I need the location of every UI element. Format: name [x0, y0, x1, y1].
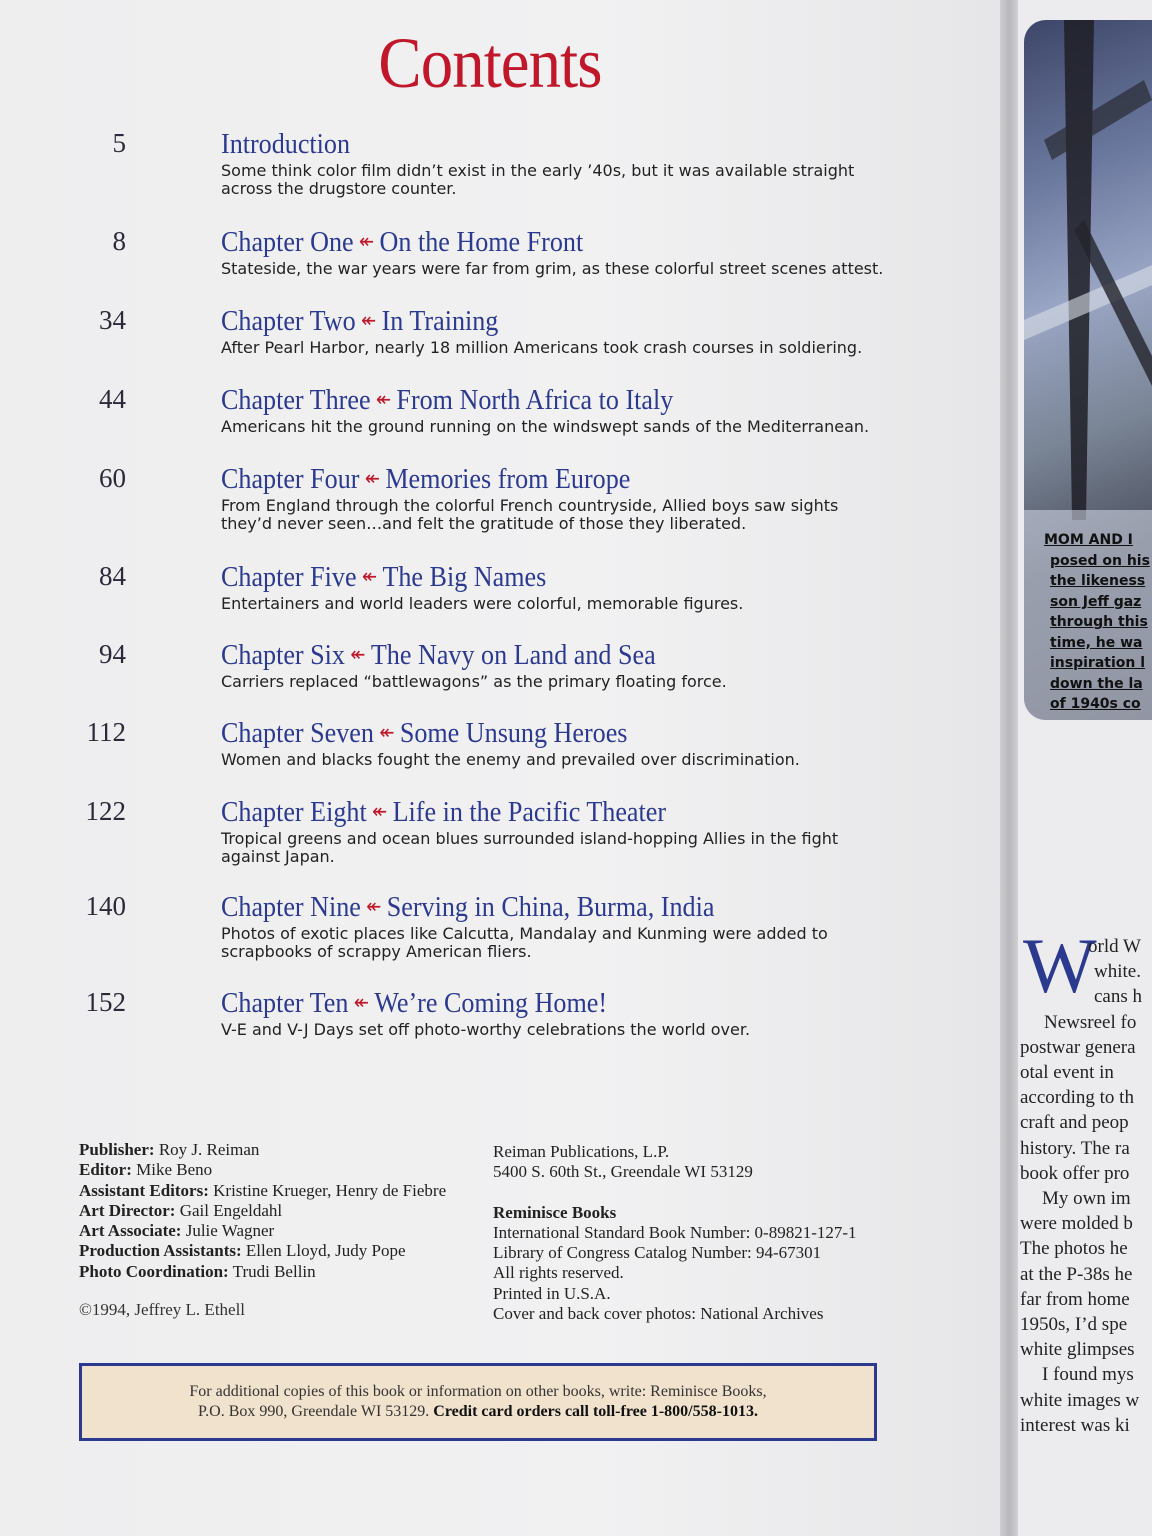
aircraft-photo [1024, 20, 1152, 720]
arrow-icon: ↞ [375, 389, 392, 411]
chapter-subtitle: The Big Names [382, 561, 547, 593]
chapter-label: Chapter Six [221, 639, 345, 671]
credit-role: Photo Coordination: [79, 1261, 229, 1281]
entry-description [221, 418, 911, 436]
credit-line [79, 1262, 446, 1282]
rights-line: All rights reserved. [493, 1263, 624, 1283]
entry-page-number: 84 [99, 561, 126, 591]
body-text-line: cans h [1094, 986, 1143, 1008]
propeller-illustration [1024, 20, 1152, 520]
cover-photo-credit: Cover and back cover photos: National Archives [493, 1304, 824, 1324]
entry-page-number: 8 [112, 226, 126, 256]
entry-page-number: 140 [85, 891, 126, 921]
entry-chapter-title [221, 128, 350, 161]
body-text-line: white glimpses [1020, 1339, 1135, 1361]
body-text-line: interest was ki [1020, 1414, 1130, 1436]
arrow-icon: ↞ [372, 801, 388, 823]
entry-chapter-title [221, 796, 666, 829]
caption-line: posed on his [1050, 552, 1150, 569]
credit-role: Editor: [79, 1160, 132, 1180]
description-line: Some think color film didn’t exist in the early ’40s, but it was available straight [221, 161, 855, 180]
entry-chapter-title [221, 561, 546, 594]
description-line: Tropical greens and ocean blues surrounded island-hopping Allies in the fight [221, 829, 839, 848]
entry-description [221, 595, 911, 613]
isbn-line: International Standard Book Number: 0-89821-127-1 [493, 1222, 857, 1242]
entry-page-number: 122 [85, 796, 126, 826]
imprint-name: Reminisce Books [493, 1202, 617, 1222]
chapter-subtitle: The Navy on Land and Sea [370, 639, 656, 671]
description-line: against Japan. [221, 847, 335, 866]
credit-line [79, 1140, 446, 1160]
chapter-subtitle: On the Home Front [379, 226, 584, 258]
chapter-label: Chapter Five [221, 561, 357, 593]
order-phone: Credit card orders call toll-free 1-800/558-1013. [433, 1403, 758, 1420]
chapter-subtitle: Memories from Europe [385, 463, 631, 495]
entry-chapter-title [221, 384, 673, 417]
staff-credits [79, 1140, 446, 1282]
credit-name: Mike Beno [136, 1160, 213, 1180]
body-text-line: Newsreel fo [1044, 1011, 1137, 1033]
chapter-label: Chapter Ten [221, 987, 349, 1019]
caption-line: through this [1050, 614, 1148, 630]
description-line: Women and blacks fought the enemy and prevailed over discrimination. [221, 750, 800, 769]
body-text-line: white images w [1020, 1389, 1140, 1411]
entry-description [221, 162, 911, 198]
body-text-line: white. [1094, 961, 1141, 983]
entry-chapter-title [221, 639, 656, 672]
entry-page-number: 34 [99, 305, 126, 335]
arrow-icon: ↞ [350, 644, 366, 666]
body-text-line: postwar genera [1020, 1036, 1136, 1058]
body-text-line: The photos he [1020, 1238, 1128, 1260]
entry-chapter-title [221, 305, 498, 338]
credit-line [79, 1160, 446, 1180]
body-text-line: orld W [1088, 936, 1141, 957]
description-line: Americans hit the ground running on the windswept sands of the Mediterranean. [221, 417, 870, 436]
arrow-icon: ↞ [361, 310, 377, 332]
entry-page-number: 44 [99, 384, 126, 414]
chapter-subtitle: From North Africa to Italy [396, 384, 674, 416]
entry-description [221, 339, 911, 357]
entry-description [221, 673, 911, 691]
entry-page-number: 152 [85, 987, 126, 1017]
caption-line: of 1940s co [1050, 696, 1141, 712]
body-text-line: craft and peop [1020, 1112, 1129, 1134]
chapter-label: Chapter Three [221, 384, 371, 416]
entry-description [221, 1021, 911, 1039]
body-text-line: according to th [1020, 1087, 1134, 1109]
arrow-icon: ↞ [379, 722, 395, 744]
publisher-address: 5400 S. 60th St., Greendale WI 53129 [493, 1162, 753, 1182]
chapter-subtitle: We’re Coming Home! [374, 987, 608, 1019]
caption-line: time, he wa [1050, 634, 1143, 651]
description-line: scrapbooks of scrappy American fliers. [221, 942, 532, 961]
order-line-2: P.O. Box 990, Greendale WI 53129. Credit card orders call toll-free 1-800/558-1013. [198, 1403, 758, 1420]
arrow-icon: ↞ [366, 896, 382, 918]
body-text-line: were molded b [1020, 1213, 1133, 1235]
credit-role: Assistant Editors: [79, 1180, 209, 1200]
entry-chapter-title [221, 717, 627, 750]
chapter-label: Chapter Nine [221, 891, 361, 923]
chapter-label: Chapter Two [221, 305, 356, 337]
publisher-info [493, 1142, 857, 1324]
printed-line: Printed in U.S.A. [493, 1283, 611, 1303]
copyright-notice: ©1994, Jeffrey L. Ethell [79, 1300, 246, 1319]
chapter-label: Chapter One [221, 226, 354, 258]
page-title: Contents [378, 23, 602, 103]
description-line: across the drugstore counter. [221, 179, 457, 198]
chapter-label: Chapter Eight [221, 796, 367, 828]
entry-chapter-title [221, 891, 714, 924]
credit-line [79, 1181, 446, 1201]
credit-role: Production Assistants: [79, 1241, 242, 1261]
entry-page-number: 5 [112, 128, 126, 158]
chapter-subtitle: Serving in China, Burma, India [386, 891, 715, 923]
caption-line: the likeness [1050, 573, 1146, 589]
entry-chapter-title [221, 463, 630, 496]
description-line: V-E and V-J Days set off photo-worthy celebrations the world over. [221, 1020, 751, 1039]
body-text-line: at the P-38s he [1020, 1263, 1133, 1285]
entry-description [221, 497, 911, 533]
credit-name: Ellen Lloyd, Judy Pope [245, 1241, 406, 1261]
description-line: Stateside, the war years were far from grim, as these colorful street scenes attest. [221, 259, 884, 278]
credit-name: Roy J. Reiman [158, 1140, 260, 1159]
description-line: Carriers replaced “battlewagons” as the primary floating force. [221, 672, 727, 691]
description-line: From England through the colorful French countryside, Allied boys saw sights [221, 496, 839, 515]
body-text-line: 1950s, I’d spe [1020, 1314, 1128, 1335]
credit-role: Art Director: [79, 1200, 176, 1220]
chapter-subtitle: In Training [381, 305, 499, 337]
chapter-label: Introduction [221, 128, 351, 160]
chapter-subtitle: Life in the Pacific Theater [392, 796, 667, 828]
credit-line [79, 1241, 446, 1261]
order-line-1: For additional copies of this book or information on other books, write: Reminisce Books, [189, 1383, 767, 1400]
credit-name: Trudi Bellin [232, 1261, 316, 1281]
drop-cap: W [1023, 922, 1097, 1009]
lccn-line: Library of Congress Catalog Number: 94-67301 [493, 1243, 822, 1263]
caption-line: son Jeff gaz [1050, 593, 1142, 610]
entry-description [221, 925, 911, 961]
credit-line [79, 1221, 446, 1241]
entry-chapter-title [221, 987, 607, 1020]
credit-name: Gail Engeldahl [179, 1200, 283, 1220]
entry-page-number: 60 [99, 463, 126, 493]
arrow-icon: ↞ [361, 566, 378, 588]
description-line: Entertainers and world leaders were colorful, memorable figures. [221, 594, 744, 613]
caption-line: MOM AND I [1044, 532, 1133, 548]
arrow-icon: ↞ [359, 231, 375, 253]
description-line: Photos of exotic places like Calcutta, Mandalay and Kunming were added to [221, 924, 828, 943]
credit-line [79, 1201, 446, 1221]
credit-name: Julie Wagner [185, 1221, 275, 1241]
arrow-icon: ↞ [364, 468, 380, 490]
body-text-line: My own im [1042, 1188, 1131, 1209]
chapter-subtitle: Some Unsung Heroes [399, 717, 628, 749]
entry-description [221, 751, 911, 769]
description-line: After Pearl Harbor, nearly 18 million Americans took crash courses in soldiering. [221, 338, 863, 357]
chapter-label: Chapter Seven [221, 717, 374, 749]
chapter-label: Chapter Four [221, 463, 360, 495]
photo-caption [1024, 510, 1152, 720]
body-text-line: I found mys [1042, 1364, 1134, 1386]
caption-line: inspiration l [1050, 655, 1146, 671]
body-text-line: otal event in [1020, 1062, 1114, 1083]
entry-description [221, 260, 911, 278]
order-info-box [79, 1363, 877, 1441]
body-text-line: far from home [1020, 1288, 1130, 1310]
entry-description [221, 830, 911, 866]
credit-role: Publisher: [79, 1140, 155, 1159]
credit-name: Kristine Krueger, Henry de Fiebre [213, 1180, 447, 1200]
body-text-line: book offer pro [1020, 1162, 1130, 1184]
right-page [1018, 0, 1152, 1536]
caption-line: down the la [1050, 675, 1143, 692]
entry-page-number: 94 [99, 639, 126, 669]
body-text-line: history. The ra [1020, 1137, 1130, 1159]
entry-page-number: 112 [86, 717, 126, 747]
credit-role: Art Associate: [79, 1221, 182, 1241]
entry-chapter-title [221, 226, 583, 259]
description-line: they’d never seen…and felt the gratitude of those they liberated. [221, 514, 747, 533]
publisher-name: Reiman Publications, L.P. [493, 1142, 670, 1161]
arrow-icon: ↞ [353, 992, 369, 1014]
